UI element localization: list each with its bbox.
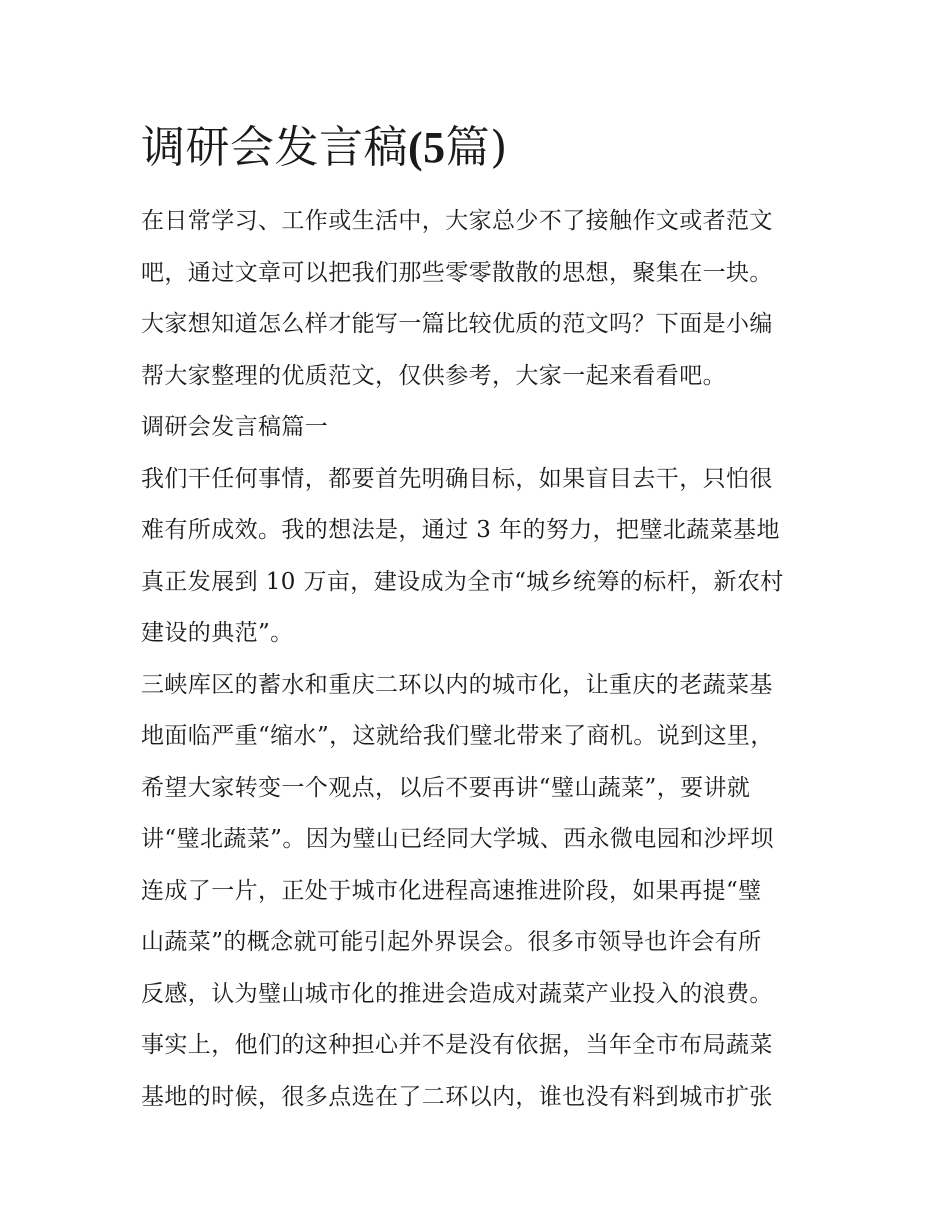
body-line: 基地的时候，很多点选在了二环以内，谁也没有料到城市扩张 [141, 1083, 773, 1110]
body-line: 帮大家整理的优质范文，仅供参考，大家一起来看看吧。 [141, 362, 726, 389]
body-line: 建设的典范”。 [141, 620, 294, 646]
body-line: 希望大家转变一个观点，以后不要再讲“璧山蔬菜”，要讲就 [141, 774, 751, 801]
body-line: 地面临严重“缩水”，这就给我们璧北带来了商机。说到这里， [141, 723, 774, 749]
body-line: 事实上，他们的这种担心并不是没有依据，当年全市布局蔬菜 [141, 1032, 773, 1058]
body-line: 在日常学习、工作或生活中，大家总少不了接触作文或者范文 [141, 208, 773, 234]
body-line: 难有所成效。我的想法是，通过 3 年的努力，把璧北蔬菜基地 [141, 517, 780, 543]
document-title [141, 112, 813, 184]
document-body [141, 196, 813, 1123]
body-line: 我们干任何事情，都要首先明确目标，如果盲目去干，只怕很 [141, 465, 773, 492]
body-line: 吧，通过文章可以把我们那些零零散散的思想，聚集在一块。 [141, 259, 773, 286]
title-count: (5 [408, 123, 446, 172]
body-line: 真正发展到 10 万亩，建设成为全市“城乡统筹的标杆，新农村 [141, 568, 784, 595]
body-line: 山蔬菜”的概念就可能引起外界误会。很多市领导也许会有所 [141, 929, 762, 955]
body-line: 三峡库区的蓄水和重庆二环以内的城市化，让重庆的老蔬菜基 [141, 671, 773, 698]
body-line: 连成了一片，正处于城市化进程高速推进阶段，如果再提“璧 [141, 877, 762, 904]
body-line: 大家想知道怎么样才能写一篇比较优质的范文吗？下面是小编 [141, 311, 773, 337]
body-line: 讲“璧北蔬菜”。因为璧山已经同大学城、西永微电园和沙坪坝 [141, 826, 774, 852]
document-page [141, 112, 813, 1123]
body-line: 反感，认为璧山城市化的推进会造成对蔬菜产业投入的浪费。 [141, 980, 773, 1007]
title-suffix: 篇) [445, 122, 508, 173]
section-heading: 调研会发言稿篇一 [141, 414, 329, 440]
title-text: 调研会发言稿 [141, 122, 408, 173]
